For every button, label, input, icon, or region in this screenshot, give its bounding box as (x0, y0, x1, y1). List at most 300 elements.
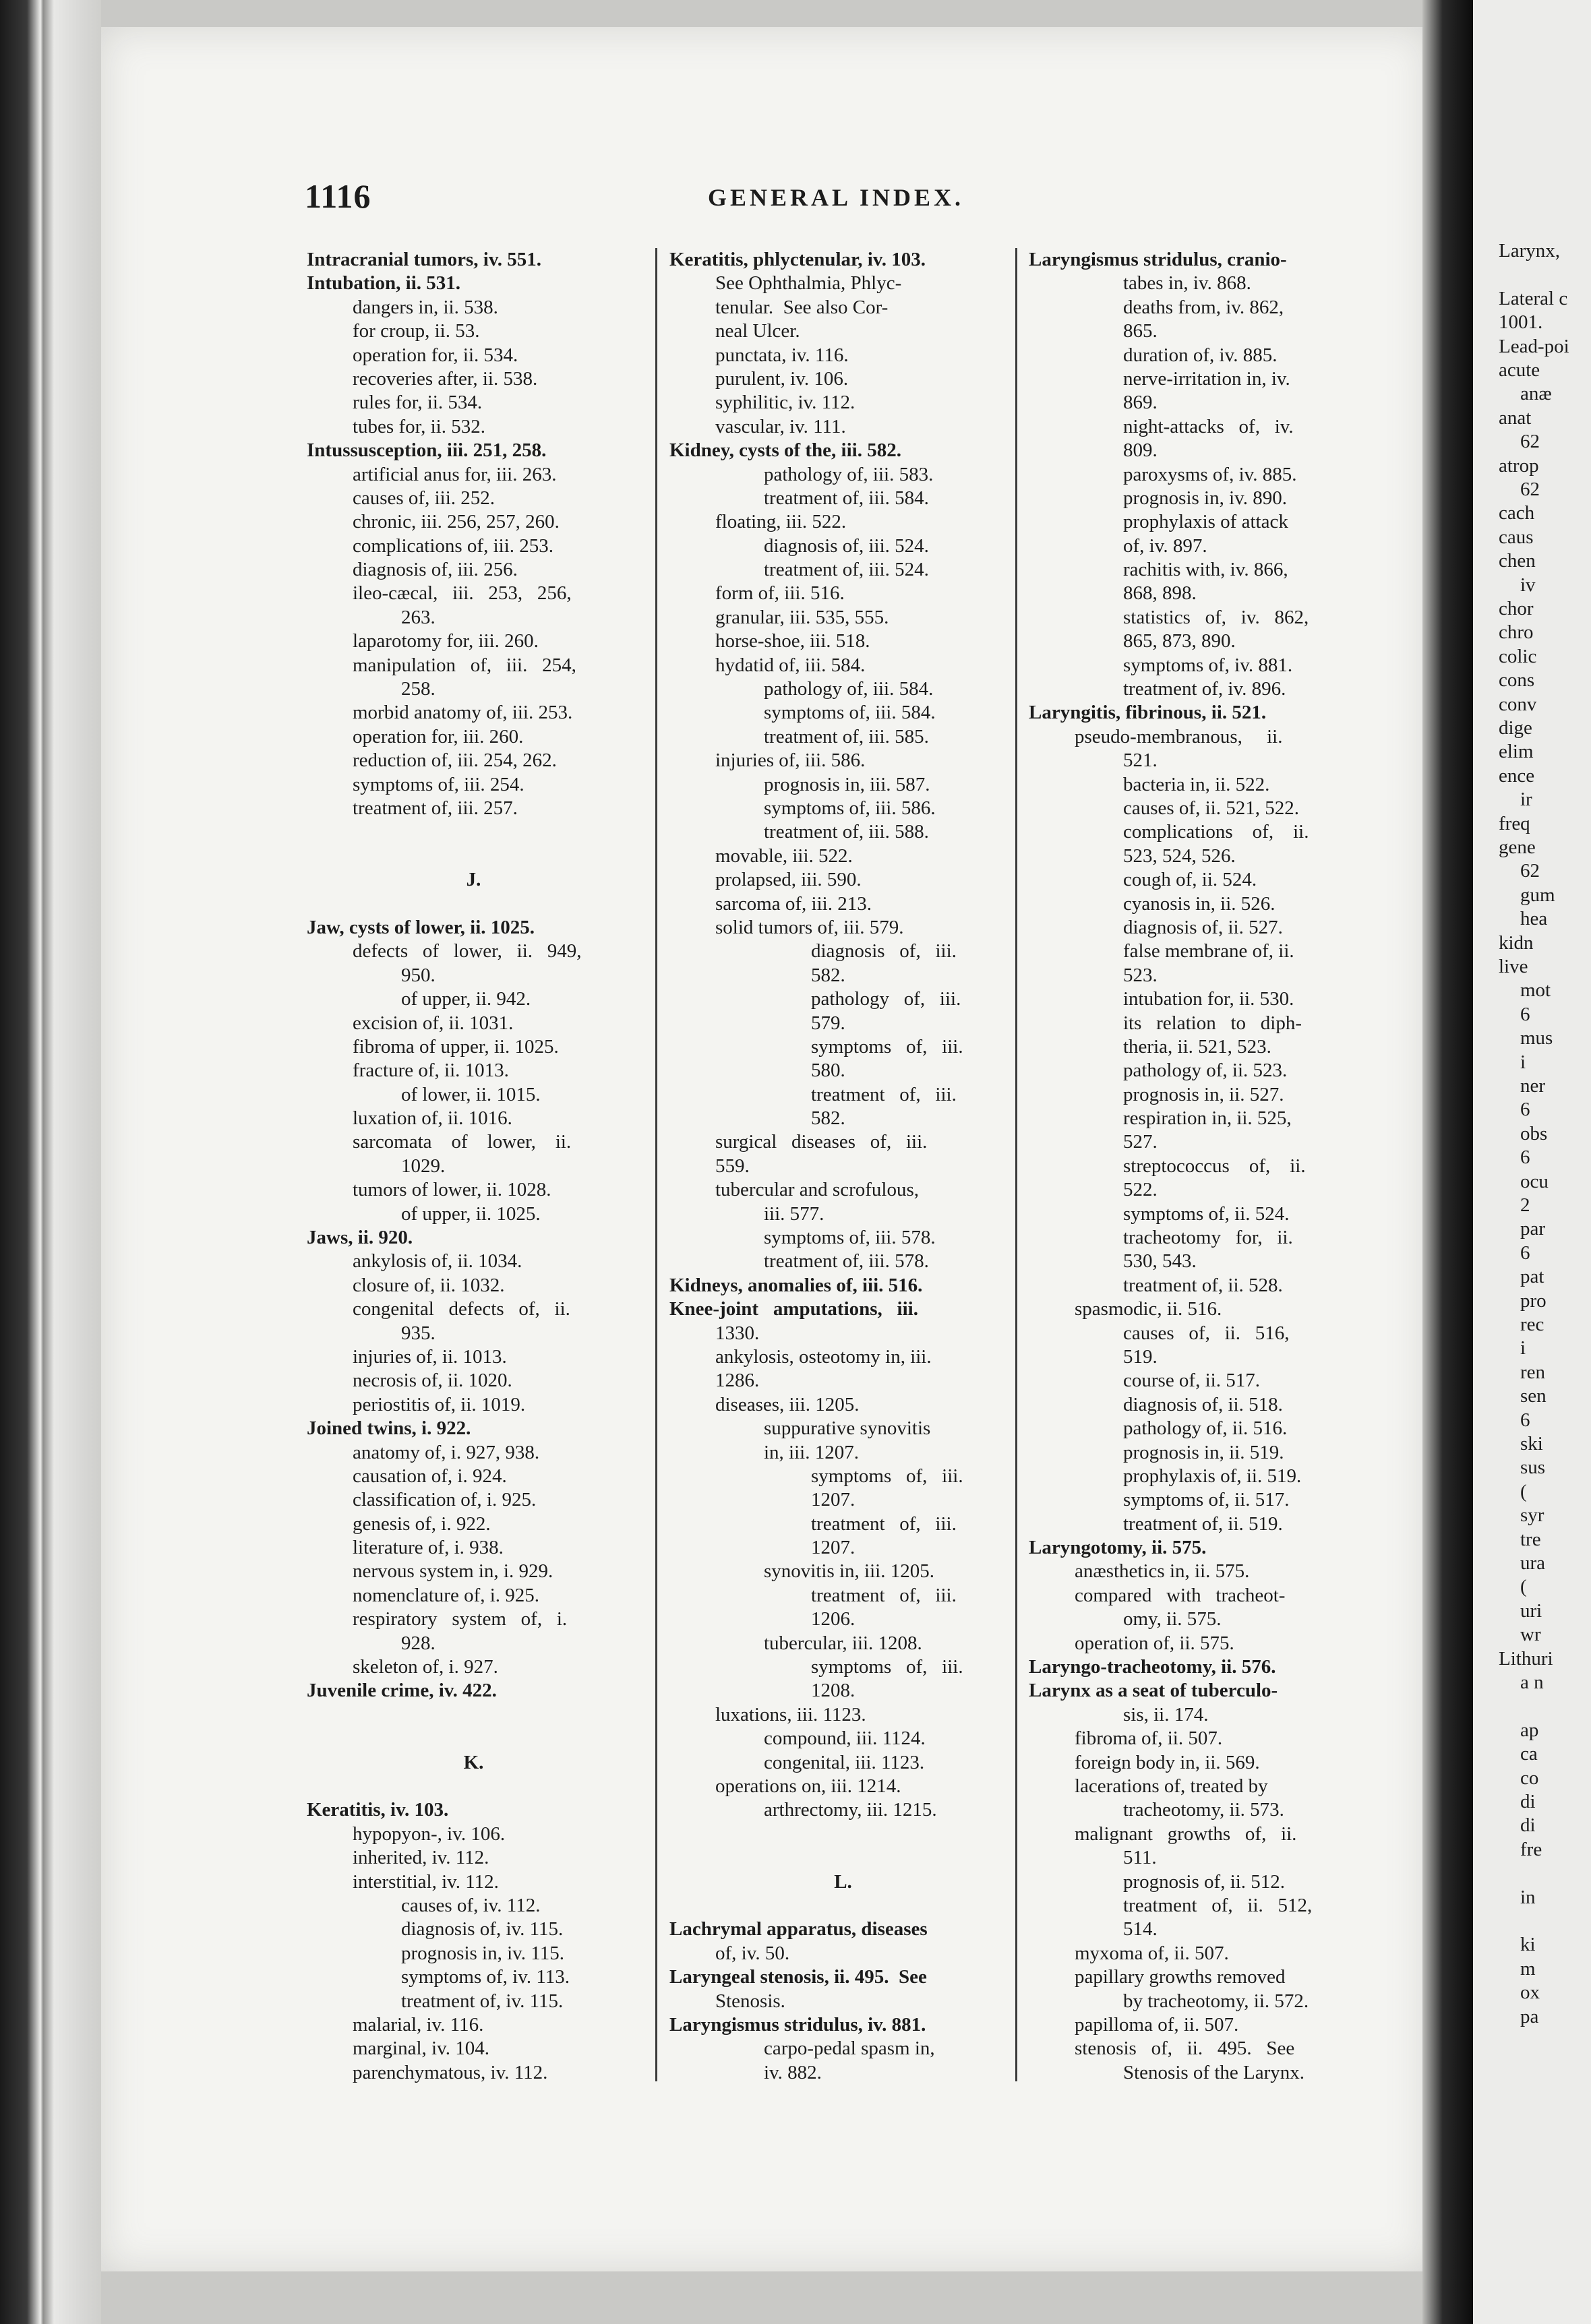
index-entry: 1206. (811, 1608, 855, 1630)
index-entry: 523. (1123, 964, 1158, 986)
index-heading: Laryngotomy, ii. 575. (1029, 1537, 1207, 1559)
index-entry: symptoms of, iii. (811, 1035, 963, 1058)
index-entry: literature of, i. 938. (353, 1537, 504, 1559)
index-entry: operation for, iii. 260. (353, 725, 524, 747)
next-page-text: sus (1520, 1457, 1546, 1479)
index-heading: Kidneys, anomalies of, iii. 516. (669, 1274, 923, 1296)
index-entry: symptoms of, iii. 578. (764, 1227, 936, 1249)
next-page-text: colic (1499, 645, 1537, 667)
index-entry: inherited, iv. 112. (353, 1847, 489, 1869)
next-page-text: sen (1520, 1385, 1547, 1407)
section-letter: J. (466, 869, 481, 891)
index-heading: Laryngo-tracheotomy, ii. 576. (1029, 1656, 1276, 1678)
index-entry: neal Ulcer. (715, 320, 800, 342)
index-entry: fracture of, ii. 1013. (353, 1060, 509, 1082)
next-page-text: i (1520, 1051, 1526, 1073)
index-entry: interstitial, iv. 112. (353, 1870, 499, 1893)
index-entry: of, iv. 50. (715, 1942, 790, 1964)
index-entry: defects of lower, ii. 949, (353, 940, 582, 962)
next-page-text: uri (1520, 1599, 1542, 1622)
index-entry: prophylaxis of, ii. 519. (1123, 1465, 1302, 1487)
index-entry: pathology of, iii. (811, 988, 961, 1010)
index-entry: movable, iii. 522. (715, 845, 853, 867)
index-entry: diseases, iii. 1205. (715, 1393, 860, 1415)
index-entry: diagnosis of, ii. 527. (1123, 916, 1283, 938)
index-entry: 263. (401, 606, 436, 628)
index-entry: excision of, ii. 1031. (353, 1012, 514, 1034)
index-entry: suppurative synovitis (764, 1417, 931, 1440)
index-entry: complications of, iii. 253. (353, 534, 554, 557)
index-heading: Laryngismus stridulus, cranio- (1029, 249, 1287, 270)
index-entry: granular, iii. 535, 555. (715, 606, 889, 628)
index-entry: ankylosis of, ii. 1034. (353, 1250, 522, 1273)
next-page-text: gum (1520, 884, 1555, 906)
index-entry (307, 1703, 640, 1727)
index-entry: carpo-pedal spasm in, (764, 2038, 935, 2060)
index-entry: tubes for, ii. 532. (353, 415, 485, 437)
index-entry: prognosis of, ii. 512. (1123, 1870, 1286, 1893)
index-entry: manipulation of, iii. 254, (353, 654, 576, 676)
index-entry: 928. (401, 1632, 436, 1654)
next-page-text: live (1499, 956, 1528, 977)
next-page-text: ner (1520, 1075, 1546, 1097)
index-heading: Intussusception, iii. 251, 258. (307, 439, 547, 462)
next-page-text: ir (1520, 789, 1532, 811)
index-entry: streptococcus of, ii. (1123, 1155, 1306, 1177)
index-entry (307, 892, 640, 916)
next-page-text: ca (1520, 1743, 1538, 1765)
index-entry: causes of, iv. 112. (401, 1894, 541, 1916)
index-entry: causation of, i. 924. (353, 1465, 507, 1487)
index-entry: prognosis in, iv. 890. (1123, 487, 1288, 509)
index-entry: diagnosis of, iii. 524. (764, 534, 929, 557)
index-entry: bacteria in, ii. 522. (1123, 773, 1270, 795)
index-entry: ankylosis, osteotomy in, iii. (715, 1345, 932, 1368)
index-entry: pathology of, iii. 584. (764, 678, 934, 700)
index-entry: treatment of, iii. 524. (764, 559, 929, 581)
index-entry: treatment of, ii. 512, (1123, 1894, 1313, 1916)
next-page-text: par (1520, 1218, 1546, 1240)
index-entry: morbid anatomy of, iii. 253. (353, 702, 573, 724)
index-entry: 935. (401, 1322, 436, 1344)
index-heading: Joined twins, i. 922. (307, 1417, 471, 1440)
index-entry: diagnosis of, iii. (811, 940, 957, 962)
index-entry: injuries of, ii. 1013. (353, 1345, 507, 1368)
next-page-text: di (1520, 1814, 1536, 1837)
index-entry: recoveries after, ii. 538. (353, 367, 538, 390)
index-entry: symptoms of, iii. (811, 1465, 963, 1487)
index-entry: pseudo-membranous, ii. (1075, 725, 1283, 747)
index-entry: prognosis in, iii. 587. (764, 773, 930, 795)
index-entry: See Ophthalmia, Phlyc- (715, 272, 902, 295)
index-entry: form of, iii. 516. (715, 582, 845, 605)
index-entry: synovitis in, iii. 1205. (764, 1560, 934, 1583)
index-entry: tabes in, iv. 868. (1123, 272, 1251, 295)
index-entry: spasmodic, ii. 516. (1075, 1298, 1222, 1320)
index-entry: deaths from, iv. 862, (1123, 296, 1284, 318)
next-page-text: tre (1520, 1528, 1541, 1550)
index-entry: of, iv. 897. (1123, 534, 1207, 557)
index-entry: luxations, iii. 1123. (715, 1703, 866, 1725)
index-entry: marginal, iv. 104. (353, 2038, 489, 2060)
index-entry: sis, ii. 174. (1123, 1703, 1209, 1725)
index-entry: symptoms of, iii. (811, 1656, 963, 1678)
next-page-text: elim (1499, 741, 1534, 763)
index-entry: of upper, ii. 1025. (401, 1202, 541, 1225)
index-entry: diagnosis of, iii. 256. (353, 559, 518, 581)
index-entry: malignant growths of, ii. (1075, 1823, 1297, 1845)
index-entry: 530, 543. (1123, 1250, 1197, 1273)
index-entry: causes of, iii. 252. (353, 487, 496, 509)
next-page-text: ura (1520, 1552, 1546, 1574)
index-entry (669, 1894, 1017, 1918)
next-page-text: Lead-poi (1499, 335, 1569, 357)
index-column-3 (1029, 248, 1393, 2085)
index-entry: treatment of, iii. 578. (764, 1250, 929, 1273)
next-page-text: ski (1520, 1433, 1543, 1455)
index-entry: 868, 898. (1123, 582, 1197, 605)
index-entry: nomenclature of, i. 925. (353, 1584, 540, 1606)
next-page-text: mus (1520, 1027, 1553, 1049)
index-entry: 869. (1123, 392, 1158, 414)
index-entry: dangers in, ii. 538. (353, 296, 498, 318)
index-entry: treatment of, iii. (811, 1512, 957, 1535)
index-entry: rachitis with, iv. 866, (1123, 559, 1288, 581)
index-entry: 521. (1123, 750, 1158, 772)
index-entry: nervous system in, i. 929. (353, 1560, 553, 1583)
index-heading: Knee-joint amputations, iii. (669, 1298, 918, 1320)
index-entry: laparotomy for, iii. 260. (353, 630, 539, 652)
index-entry: treatment of, iii. 257. (353, 797, 518, 819)
index-entry: 580. (811, 1060, 845, 1082)
index-entry: operation of, ii. 575. (1075, 1632, 1234, 1654)
index-entry: 519. (1123, 1345, 1158, 1368)
index-entry: diagnosis of, ii. 518. (1123, 1393, 1283, 1415)
index-entry: its relation to diph- (1123, 1012, 1302, 1034)
index-entry: rules for, ii. 534. (353, 392, 483, 414)
index-heading: Intubation, ii. 531. (307, 272, 461, 295)
index-entry (307, 820, 640, 844)
index-entry: papillary growths removed (1075, 1966, 1286, 1988)
index-entry: duration of, iv. 885. (1123, 344, 1278, 366)
index-entry: anæsthetics in, ii. 575. (1075, 1560, 1250, 1583)
index-entry: treatment of, iv. 115. (401, 1990, 564, 2012)
index-entry: parenchymatous, iv. 112. (353, 2061, 548, 2083)
index-entry: treatment of, iii. (811, 1584, 957, 1606)
index-entry: 1029. (401, 1155, 446, 1177)
index-entry: punctata, iv. 116. (715, 344, 849, 366)
index-entry: treatment of, iv. 896. (1123, 678, 1286, 700)
index-entry: pathology of, ii. 523. (1123, 1060, 1288, 1082)
index-entry: pathology of, ii. 516. (1123, 1417, 1288, 1440)
next-page-text: cach (1499, 502, 1535, 524)
index-entry: symptoms of, iii. 586. (764, 797, 936, 819)
index-entry: symptoms of, iv. 881. (1123, 654, 1293, 676)
index-entry: papilloma of, ii. 507. (1075, 2013, 1239, 2036)
book-binding-edge (0, 0, 101, 2324)
index-entry: pathology of, iii. 583. (764, 463, 934, 485)
next-page-text: Lateral c (1499, 287, 1568, 309)
index-entry: 511. (1123, 1847, 1157, 1869)
index-entry: hypopyon-, iv. 106. (353, 1823, 506, 1845)
index-entry: treatment of, ii. 519. (1123, 1512, 1283, 1535)
index-entry: compound, iii. 1124. (764, 1727, 926, 1750)
index-heading: Kidney, cysts of the, iii. 582. (669, 439, 901, 462)
index-entry: 258. (401, 678, 436, 700)
index-entry: symptoms of, ii. 524. (1123, 1202, 1290, 1225)
index-entry: paroxysms of, iv. 885. (1123, 463, 1297, 485)
next-page-text: di (1520, 1791, 1536, 1812)
index-entry: treatment of, iii. 585. (764, 725, 929, 747)
next-page-text: ocu (1520, 1170, 1549, 1192)
index-entry: 1286. (715, 1370, 760, 1392)
index-entry (307, 1727, 640, 1750)
index-entry: luxation of, ii. 1016. (353, 1107, 512, 1130)
index-entry: Stenosis. (715, 1990, 785, 2012)
page-gutter-shadow (1422, 0, 1473, 2324)
index-entry: statistics of, iv. 862, (1123, 606, 1309, 628)
index-entry: 514. (1123, 1918, 1158, 1940)
index-entry (669, 1846, 1017, 1870)
index-entry: 1330. (715, 1322, 760, 1344)
index-entry: 527. (1123, 1131, 1158, 1153)
next-page-text: pa (1520, 2005, 1539, 2027)
index-heading: Laryngismus stridulus, iv. 881. (669, 2013, 926, 2036)
index-entry: iii. 577. (764, 1202, 824, 1225)
index-entry: 809. (1123, 439, 1158, 462)
index-entry: sarcomata of lower, ii. (353, 1131, 572, 1153)
index-entry: tracheotomy, ii. 573. (1123, 1799, 1284, 1821)
next-page-text: atrop (1499, 454, 1539, 477)
index-entry: 582. (811, 964, 845, 986)
index-entry: operations on, iii. 1214. (715, 1775, 901, 1797)
next-page-text: cons (1499, 669, 1535, 692)
next-page-text: m (1520, 1957, 1536, 1980)
next-page-text: wr (1520, 1624, 1541, 1646)
next-page-text: ap (1520, 1719, 1539, 1741)
index-entry: purulent, iv. 106. (715, 367, 849, 390)
index-entry: 522. (1123, 1179, 1158, 1201)
index-entry: of lower, ii. 1015. (401, 1083, 541, 1105)
index-entry: stenosis of, ii. 495. See (1075, 2038, 1295, 2060)
next-page-text: a n (1520, 1672, 1544, 1693)
index-entry: necrosis of, ii. 1020. (353, 1370, 512, 1392)
index-entry: in, iii. 1207. (764, 1441, 859, 1463)
next-page-text: ( (1520, 1576, 1527, 1598)
index-entry: lacerations of, treated by (1075, 1775, 1268, 1797)
index-entry: surgical diseases of, iii. (715, 1131, 928, 1153)
index-entry: diagnosis of, iv. 115. (401, 1918, 564, 1940)
index-entry: prophylaxis of attack (1123, 511, 1288, 533)
next-page-text: rec (1520, 1314, 1544, 1335)
next-page-text: chen (1499, 550, 1536, 572)
index-entry: closure of, ii. 1032. (353, 1274, 505, 1296)
index-entry: reduction of, iii. 254, 262. (353, 750, 557, 772)
index-entry: skeleton of, i. 927. (353, 1656, 498, 1678)
index-entry: 865, 873, 890. (1123, 630, 1236, 652)
next-page-text: caus (1499, 526, 1534, 548)
index-entry (307, 1775, 640, 1798)
index-entry: intubation for, ii. 530. (1123, 988, 1294, 1010)
index-entry: Stenosis of the Larynx. (1123, 2061, 1305, 2083)
next-page-text: fre (1520, 1838, 1542, 1860)
index-entry: causes of, ii. 516, (1123, 1322, 1290, 1344)
index-entry: tracheotomy for, ii. (1123, 1227, 1293, 1249)
next-page-text: Lithuri (1499, 1647, 1553, 1670)
index-entry: tenular. See also Cor- (715, 296, 889, 318)
index-entry: 582. (811, 1107, 845, 1130)
index-entry: arthrectomy, iii. 1215. (764, 1799, 937, 1821)
next-page-text: hea (1520, 908, 1548, 930)
index-entry: 1207. (811, 1537, 855, 1559)
next-page-text: 62 (1520, 479, 1540, 500)
next-page-text: co (1520, 1767, 1539, 1789)
next-page-text: 1001. (1499, 311, 1543, 334)
index-entry: respiration in, ii. 525, (1123, 1107, 1292, 1130)
index-entry: complications of, ii. (1123, 821, 1309, 843)
column-divider (1015, 248, 1017, 2081)
index-entry: horse-shoe, iii. 518. (715, 630, 870, 652)
index-entry: false membrane of, ii. (1123, 940, 1294, 962)
index-entry: of upper, ii. 942. (401, 988, 531, 1010)
index-entry: theria, ii. 521, 523. (1123, 1035, 1271, 1058)
next-page-text: i (1520, 1337, 1526, 1359)
next-page-text: gene (1499, 836, 1536, 858)
index-entry: artificial anus for, iii. 263. (353, 463, 557, 485)
next-page-text: ki (1520, 1934, 1536, 1956)
next-page-text: freq (1499, 812, 1530, 834)
index-column-1 (307, 248, 640, 2085)
next-page-text: 6 (1520, 1242, 1530, 1264)
index-entry: congenital defects of, ii. (353, 1298, 570, 1320)
index-entry: injuries of, iii. 586. (715, 750, 866, 772)
index-entry: 1208. (811, 1680, 855, 1702)
index-heading: Juvenile crime, iv. 422. (307, 1680, 497, 1702)
index-entry: night-attacks of, iv. (1123, 415, 1294, 437)
next-page-text: iv (1520, 574, 1536, 596)
next-page-text: ren (1520, 1361, 1546, 1383)
page-number: 1116 (305, 177, 371, 215)
index-entry: prognosis in, ii. 527. (1123, 1083, 1284, 1105)
next-page-text: conv (1499, 693, 1537, 715)
index-entry: omy, ii. 575. (1123, 1608, 1222, 1630)
index-entry: 579. (811, 1012, 845, 1034)
index-entry: hydatid of, iii. 584. (715, 654, 866, 676)
index-entry: by tracheotomy, ii. 572. (1123, 1990, 1309, 2012)
column-divider (655, 248, 657, 2081)
index-entry: prognosis in, ii. 519. (1123, 1441, 1284, 1463)
next-page-text: 6 (1520, 1409, 1530, 1431)
index-heading: Intracranial tumors, iv. 551. (307, 249, 541, 270)
next-page-text: 6 (1520, 1099, 1530, 1121)
index-entry: 523, 524, 526. (1123, 845, 1236, 867)
index-entry: sarcoma of, iii. 213. (715, 892, 872, 915)
index-heading: Jaws, ii. 920. (307, 1227, 413, 1249)
index-entry: genesis of, i. 922. (353, 1512, 491, 1535)
index-entry: foreign body in, ii. 569. (1075, 1751, 1260, 1773)
index-heading: Jaw, cysts of lower, ii. 1025. (307, 916, 535, 938)
index-entry: vascular, iv. 111. (715, 415, 846, 437)
next-page-text: obs (1520, 1122, 1548, 1144)
index-entry: treatment of, iii. 584. (764, 487, 929, 509)
index-entry: 1207. (811, 1489, 855, 1511)
index-entry: treatment of, iii. 588. (764, 821, 929, 843)
next-page-text: anat (1499, 406, 1532, 429)
index-entry: symptoms of, iii. 254. (353, 773, 524, 795)
next-page-text: ox (1520, 1982, 1540, 2004)
index-entry: for croup, ii. 53. (353, 320, 480, 342)
index-entry: fibroma of, ii. 507. (1075, 1727, 1223, 1750)
index-entry: tubercular, iii. 1208. (764, 1632, 922, 1654)
index-entry: treatment of, iii. (811, 1083, 957, 1105)
next-page-text: chro (1499, 621, 1534, 644)
index-entry: 559. (715, 1155, 750, 1177)
index-entry: nerve-irritation in, iv. (1123, 367, 1290, 390)
next-page-text: dige (1499, 717, 1532, 739)
index-entry: operation for, ii. 534. (353, 344, 518, 366)
index-entry: cyanosis in, ii. 526. (1123, 892, 1275, 915)
index-heading: Lachrymal apparatus, diseases (669, 1918, 928, 1940)
index-entry: malarial, iv. 116. (353, 2013, 484, 2036)
index-heading: Larynx as a seat of tuberculo- (1029, 1680, 1278, 1702)
next-page-text: syr (1520, 1504, 1544, 1527)
index-entry: periostitis of, ii. 1019. (353, 1393, 526, 1415)
index-entry: tubercular and scrofulous, (715, 1179, 919, 1201)
index-entry: causes of, ii. 521, 522. (1123, 797, 1299, 819)
next-page-text: kidn (1499, 931, 1534, 954)
next-page-text: ence (1499, 764, 1535, 787)
index-entry: 865. (1123, 320, 1158, 342)
index-entry: symptoms of, iii. 584. (764, 702, 936, 724)
index-entry: tumors of lower, ii. 1028. (353, 1179, 551, 1201)
next-page-text: pat (1520, 1266, 1544, 1288)
section-letter: K. (463, 1751, 484, 1773)
index-entry: course of, ii. 517. (1123, 1370, 1260, 1392)
index-entry: compared with tracheot- (1075, 1584, 1286, 1606)
index-entry: 950. (401, 964, 436, 986)
index-heading: Laryngitis, fibrinous, ii. 521. (1029, 702, 1267, 724)
next-page-text: anæ (1520, 383, 1552, 405)
index-column-2 (669, 248, 1017, 2085)
index-entry: myxoma of, ii. 507. (1075, 1942, 1229, 1964)
next-page-fragment (1473, 0, 1591, 2324)
next-page-text: mot (1520, 979, 1551, 1002)
next-page-text: acute (1499, 359, 1540, 381)
index-entry: iv. 882. (764, 2061, 822, 2083)
index-entry: cough of, ii. 524. (1123, 869, 1257, 891)
next-page-text: 6 (1520, 1146, 1530, 1169)
index-entry: fibroma of upper, ii. 1025. (353, 1035, 559, 1058)
next-page-text: in (1520, 1886, 1536, 1908)
next-page-text: Larynx, (1499, 240, 1560, 262)
next-page-text: pro (1520, 1289, 1547, 1312)
index-entry: respiratory system of, i. (353, 1608, 568, 1630)
next-page-text: 6 (1520, 1003, 1530, 1025)
index-heading: Keratitis, iv. 103. (307, 1799, 449, 1821)
index-entry: chronic, iii. 256, 257, 260. (353, 511, 560, 533)
section-letter: L. (834, 1870, 852, 1893)
index-entry: prognosis in, iv. 115. (401, 1942, 564, 1964)
next-page-text: 62 (1520, 431, 1540, 453)
index-entry: syphilitic, iv. 112. (715, 392, 855, 414)
index-entry: treatment of, ii. 528. (1123, 1274, 1283, 1296)
next-page-text: chor (1499, 598, 1534, 619)
index-entry (669, 1823, 1017, 1846)
index-entry (307, 845, 640, 868)
index-entry: symptoms of, ii. 517. (1123, 1489, 1290, 1511)
index-entry: floating, iii. 522. (715, 511, 847, 533)
index-entry: ileo-cæcal, iii. 253, 256, (353, 582, 572, 605)
